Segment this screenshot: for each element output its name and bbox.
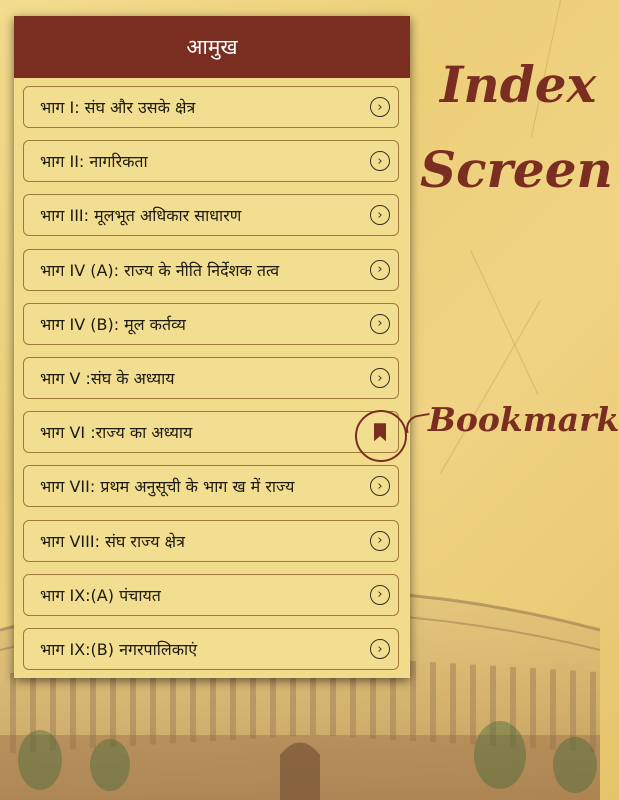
panel-header xyxy=(14,16,410,78)
index-panel xyxy=(14,16,410,678)
index-annotation: Index xyxy=(440,55,597,114)
chevron-right-circle-icon[interactable]: › xyxy=(370,314,390,334)
index-item-label: भाग IX:(A) पंचायत xyxy=(40,585,161,605)
chevron-right-circle-icon[interactable]: › xyxy=(370,531,390,551)
chevron-right-circle-icon[interactable]: › xyxy=(370,368,390,388)
screen-annotation: Screen xyxy=(420,140,613,199)
index-item[interactable] xyxy=(23,628,399,670)
chevron-right-circle-icon[interactable]: › xyxy=(370,205,390,225)
index-item[interactable] xyxy=(23,465,399,507)
index-item-label: भाग IV (A): राज्य के नीति निर्देशक तत्व xyxy=(40,260,280,280)
index-item-label: भाग V :संघ के अध्याय xyxy=(40,369,175,388)
index-item-label: भाग VIII: संघ राज्य क्षेत्र xyxy=(40,531,185,551)
bookmark-highlight-ring xyxy=(355,410,407,462)
index-item[interactable] xyxy=(23,357,399,399)
chevron-right-circle-icon[interactable]: › xyxy=(370,476,390,496)
page-title: आमुख xyxy=(186,35,238,59)
index-item[interactable] xyxy=(23,411,399,453)
index-item-label: भाग IX:(B) नगरपालिकाएं xyxy=(40,640,198,659)
chevron-right-circle-icon[interactable]: › xyxy=(370,585,390,605)
bookmark-annotation: Bookmark xyxy=(428,400,619,439)
index-item[interactable] xyxy=(23,303,399,345)
index-item-label: भाग II: नागरिकता xyxy=(40,152,148,172)
index-item-label: भाग VII: प्रथम अनुसूची के भाग ख में राज्य xyxy=(40,477,295,497)
parchment-crack xyxy=(440,300,541,474)
chevron-right-circle-icon[interactable]: › xyxy=(370,97,390,117)
chevron-right-circle-icon[interactable]: › xyxy=(370,151,390,171)
index-item-label: भाग VI :राज्य का अध्याय xyxy=(40,423,193,443)
index-item-label: भाग IV (B): मूल कर्तव्य xyxy=(40,314,186,334)
index-item-label: भाग III: मूलभूत अधिकार साधारण xyxy=(40,206,242,226)
index-item-label: भाग I: संघ और उसके क्षेत्र xyxy=(40,98,196,117)
index-item[interactable] xyxy=(23,194,399,236)
chevron-right-circle-icon[interactable]: › xyxy=(370,639,390,659)
index-item[interactable] xyxy=(23,574,399,616)
index-item[interactable] xyxy=(23,249,399,291)
chevron-right-circle-icon[interactable]: › xyxy=(370,260,390,280)
index-item[interactable] xyxy=(23,520,399,562)
index-item[interactable] xyxy=(23,140,399,182)
index-item[interactable] xyxy=(23,86,399,128)
